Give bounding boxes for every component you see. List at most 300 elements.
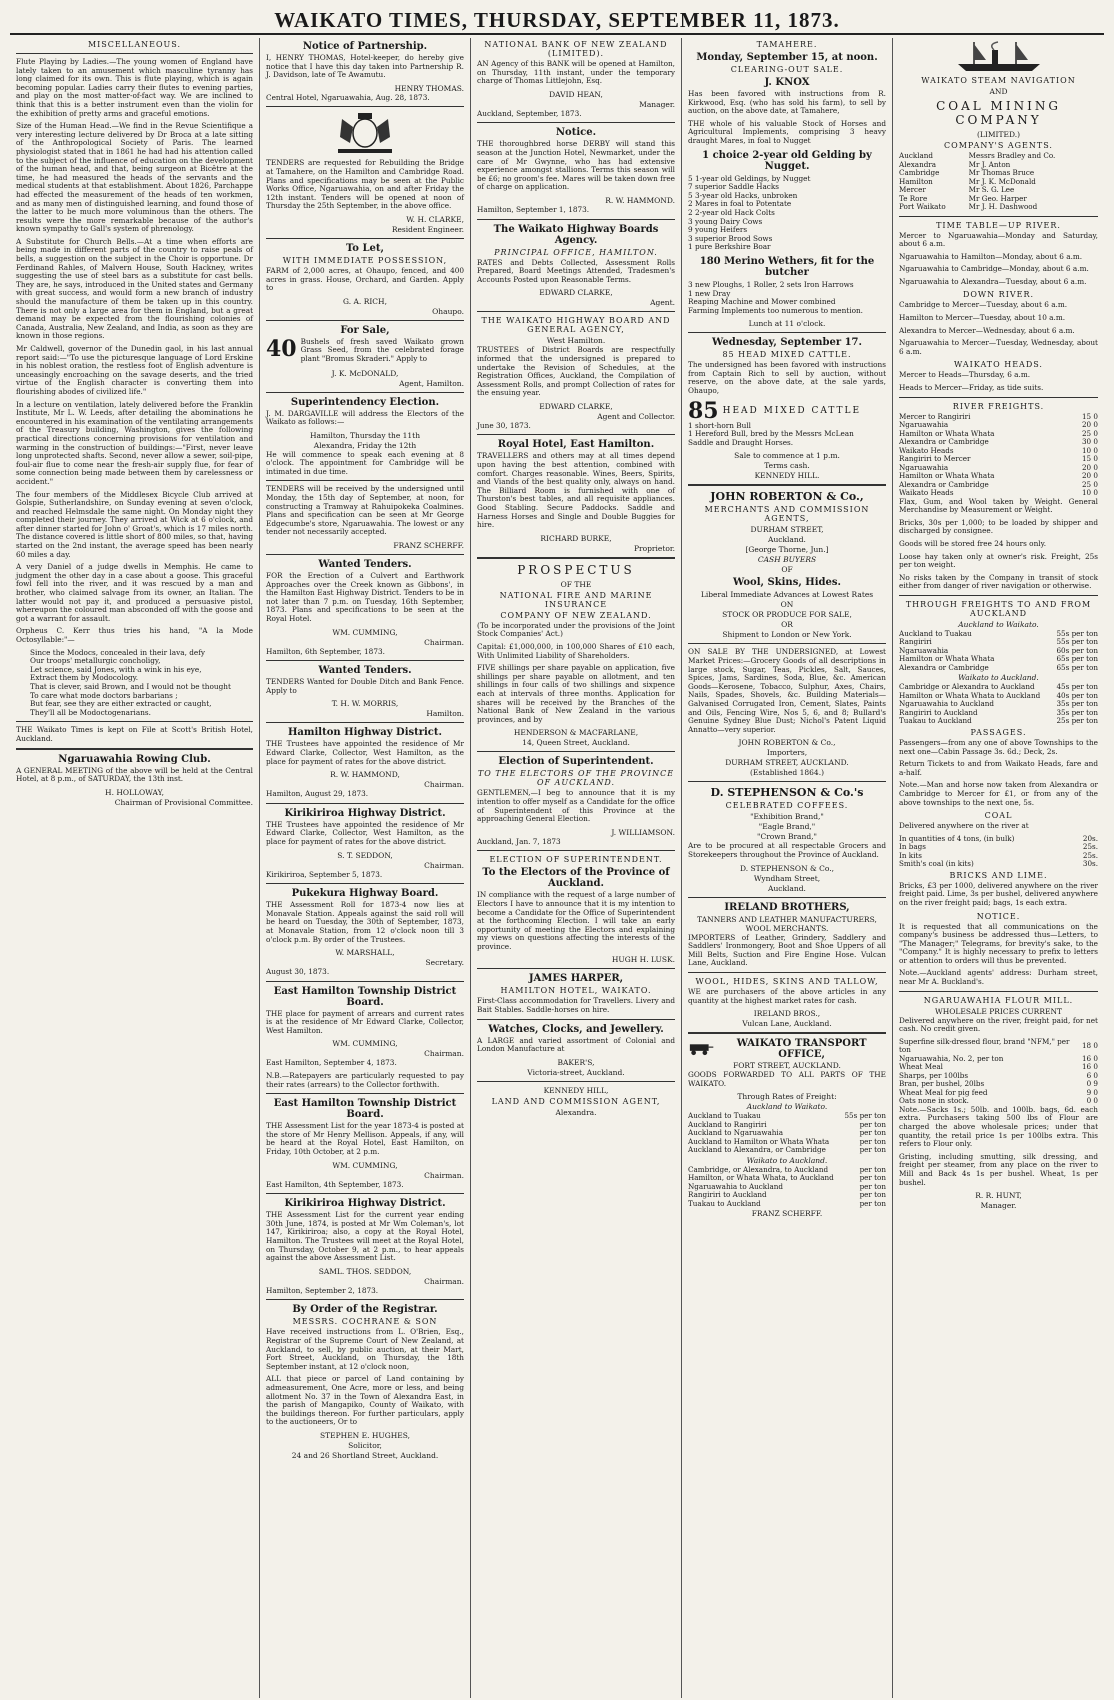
poem-line: Let science, said Jones, with a wink in his eye, (30, 664, 202, 674)
election-text: GENTLEMEN,—I beg to announce that it is my intention to offer myself as a Candidate for the office of Superintendent of this Province at the approaching General Election. (477, 788, 675, 824)
rate: 20 0 (1081, 471, 1098, 481)
wanted-tenders-heading: Wanted Tenders. (318, 559, 412, 571)
east-hamilton-date: East Hamilton, September 4, 1873. (266, 1058, 397, 1068)
wool-heading: WOOL, HIDES, SKINS AND TALLOW, (695, 976, 879, 986)
knox-list (688, 175, 886, 252)
prospectus-signature: HENDERSON & MACFARLANE, (513, 728, 639, 738)
divider (477, 968, 675, 969)
price: 18 0 (1081, 1041, 1098, 1051)
cattle-number: 85 (688, 397, 719, 424)
rate: 35s per ton (1056, 707, 1098, 717)
table-row (688, 1146, 886, 1155)
pukekura-signature: W. MARSHALL, (335, 948, 395, 958)
list-item: 9 young Heifers (688, 225, 748, 235)
transport-address: FORT STREET, AUCKLAND. (733, 1061, 841, 1071)
through-to: Auckland to Waikato. (958, 619, 1039, 629)
poem-line: Our troops' metallurgic concholigy, (30, 656, 161, 666)
route: Hamilton or Whata Whata (899, 471, 995, 481)
rate: 25 0 (1081, 428, 1098, 438)
registrar-text: Have received instructions from L. O'Brien, Esq., Registrar of the Supreme Court of New Zealand, at Auckland, to sell, by public auction, at their Mart, Fort Street, Auckland, on Thursday, the 18th September instant, at 12 o'clock noon, (266, 1327, 464, 1371)
agent: Messrs Bradley and Co. (968, 151, 1056, 160)
route: Cambridge or Alexandra to Auckland (899, 682, 1035, 692)
rate: 55s per ton (1056, 637, 1098, 647)
divider (477, 311, 675, 312)
list-item: 3 new Ploughs, 1 Roller, 2 sets Iron Harrows (688, 279, 854, 289)
rate: 10 0 (1081, 488, 1098, 498)
to-let-signature: G. A. RICH, (343, 296, 387, 306)
wednesday-sub: 85 HEAD MIXED CATTLE. (722, 350, 852, 360)
partnership-text: I, HENRY THOMAS, Hotel-keeper, do hereby give notice that I have this day taken into Partnership R. J. Davidson, late of Te Awamutu. (266, 53, 464, 80)
route: Alexandra or Cambridge (899, 662, 989, 672)
election-signature: J. WILLIAMSON. (611, 827, 675, 837)
item: Wheat Meal (899, 1062, 943, 1072)
rate: per ton (859, 1145, 886, 1155)
knox-text: Has been favored with instructions from R. Kirkwood, Esq. (who has sold his farm), to sell by auction, on the above date, at Tamahere, (688, 89, 886, 116)
table-row (899, 835, 1098, 844)
item: In quantities of 4 tons, (in bulk) (899, 833, 1015, 843)
election-heading: Election of Superintendent. (498, 756, 654, 768)
for-sale-body (266, 335, 464, 368)
roberton-advances: Liberal Immediate Advances at Lowest Rates (700, 590, 874, 600)
agent: Mr Geo. Harper (968, 193, 1027, 203)
hamilton-highway-date: Hamilton, August 29, 1873. (266, 789, 369, 799)
steamship-icon (954, 40, 1044, 74)
harper-text: First-Class accommodation for Travellers. Livery and Bait Stables. Saddle-horses on hire. (477, 996, 675, 1015)
down-river-heading: DOWN RIVER. (962, 290, 1035, 300)
divider (266, 803, 464, 804)
poem-line: That is clever, said Brown, and I would not be thought (30, 681, 231, 691)
freights-table (899, 413, 1098, 498)
tramway-signature: FRANZ SCHERFF. (393, 541, 464, 551)
rate: 60s per ton (1056, 645, 1098, 655)
timetable-line: Cambridge to Mercer—Tuesday, about 6 a.m. (899, 300, 1068, 310)
rate: 25 0 (1081, 479, 1098, 489)
article-paragraph: The four members of the Middlesex Bicycle Club arrived at Golspie, Sutherlandshire, on Sunday evening at seven o'clock, and reached Helmsdale the same night. On Monday night they completed their journey. They arrived at Wick at 6 o'clock, and after dinner started for John o' Groat's, which is 17 miles north. The distance covered is little short of 800 miles, so that, having started on the 2nd instant, the average speed has been nearly 60 miles a day. (16, 489, 253, 559)
article-paragraph: Mr Caldwell, governor of the Dunedin gaol, in his last annual report said:—"To use the picturesque language of Lord Erskine in his noblest oration, the restless foot of English adventure is unceasingly encroaching on the savage deserts, and the tried virtue of the English character is converting them into flourishing abodes of civilized life." (16, 344, 253, 396)
column-notices (260, 38, 471, 1698)
price: 0 9 (1086, 1079, 1098, 1089)
through-heading: THROUGH FREIGHTS TO AND FROM AUCKLAND (905, 599, 1092, 618)
timetable-line: Mercer to Ngaruawahia—Monday and Saturday, about 6 a.m. (899, 230, 1098, 249)
rowing-signature-title: Chairman of Provisional Committee. (114, 797, 253, 807)
place: Cambridge (899, 168, 940, 177)
stephenson-city: Auckland. (768, 883, 806, 893)
list-item: 1 pure Berkshire Boar (688, 242, 771, 252)
bank-text: AN Agency of this BANK will be opened at Hamilton, on Thursday, 11th instant, under the temporary charge of Thomas Littlejohn, Esq. (477, 59, 675, 86)
tenders-text: TENDERS are requested for Rebuilding the Bridge at Tamahere, on the Hamilton and Cambridge Road. Plans and specifications may be seen at the Public Works Office, Ngaruawahia, on and after Friday the 12th instant. Tenders will be opened at noon of Thursday the 25th September, in the above office. (266, 158, 464, 211)
to-let-heading: To Let, (346, 242, 384, 254)
item: In kits (899, 850, 922, 860)
rate: 25s per ton (1056, 716, 1098, 726)
route: Alexandra or Cambridge (899, 479, 989, 489)
transport-rates: Through Rates of Freight: (737, 1092, 837, 1102)
highway-board-signature-title: Agent and Collector. (597, 411, 675, 421)
roberton-signature-title: Importers, (766, 748, 808, 758)
prospectus-incorporation: (To be incorporated under the provisions of the Joint Stock Companies' Act.) (477, 620, 675, 639)
pukekura-text: THE Assessment Roll for 1873-4 now lies at Monavale Station. Appeals against the said roll will be heard on Tuesday, the 30th of September, 1873, at Monavale Station, from 12 o'clock noon till 3 o'clock p.m. By order of the Trustees. (266, 900, 464, 944)
table-row (899, 664, 1098, 673)
bank-heading: NATIONAL BANK OF NEW ZEALAND (LIMITED). (484, 40, 668, 58)
notice-text: THE thoroughbred horse DERBY will stand this season at the Junction Hotel, Newmarket, under the care of Mr Gwynne, who has had extensive experience amongst stallions. Terms this season will be £6; no groom's fee. Mares will be taken down free of charge on application. (477, 139, 675, 192)
file-notice: THE Waikato Times is kept on File at Scott's British Hotel, Auckland. (16, 725, 253, 743)
agency-text: RATES and Debts Collected, Assessment Rolls Prepared, Board Meetings Attended, Tradesmen's Accounts Posted upon Reasonable Terms. (477, 257, 675, 284)
rate: 20 0 (1081, 420, 1098, 430)
through-table-2 (899, 683, 1098, 726)
kirikiriroa-signature: SAML. THOS. SEDDON, (318, 1266, 412, 1276)
pukekura-heading: Pukekura Highway Board. (291, 888, 439, 900)
tramway-tenders-text: TENDERS will be received by the undersigned until Monday, the 15th day of September, at noon, for constructing a Tramway at Rahuipokeka Coalmines. Plans and specification can be seen at Mr George Edgecumbe's store, Ngaruawahia. The lowest or any tender not necessarily accepted. (266, 484, 464, 537)
wanted-tenders-place: Hamilton. (426, 709, 464, 719)
registrar-signature: STEPHEN E. HUGHES, (320, 1430, 410, 1440)
cattle-line (688, 397, 886, 424)
knox-name: J. KNOX (764, 77, 810, 88)
east-hamilton-text: THE place for payment of arrears and current rates is at the residence of Mr Edward Clarke, Collector, West Hamilton. (266, 1008, 464, 1035)
masthead: WAIKATO TIMES, THURSDAY, SEPTEMBER 11, 1873. (10, 8, 1104, 35)
stephenson-brand: "Crown Brand," (757, 832, 817, 842)
agent: Mr J. Anton (968, 159, 1011, 169)
divider (16, 53, 253, 54)
route: Auckland to Ngaruawahia (688, 1128, 783, 1138)
mill-heading: NGARUAWAHIA FLOUR MILL. (923, 995, 1074, 1005)
superintendency-text: J. M. DARGAVILLE will address the Electors of the Waikato as follows:— (266, 408, 464, 427)
table-row (899, 843, 1098, 852)
tamahere-heading: TAMAHERE. (756, 40, 818, 49)
roberton-address: DURHAM STREET, (750, 525, 824, 535)
transport-table (688, 1112, 886, 1155)
item: Bran, per bushel, 20lbs (899, 1079, 985, 1089)
table-row (899, 203, 1098, 212)
election-date: Auckland, Jan. 7, 1873 (477, 836, 561, 846)
rate: 40s per ton (1056, 690, 1098, 700)
hamilton-highway-signature-title: Chairman. (424, 780, 464, 790)
wool-text: WE are purchasers of the above articles in any quantity at the highest market rates for cash. (688, 986, 886, 1005)
rate: per ton (859, 1173, 886, 1183)
kirikiriroa-heading: Kirikiriroa Highway District. (284, 807, 446, 819)
column-auctions (682, 38, 893, 1698)
price: 25s. (1082, 842, 1098, 852)
divider (266, 660, 464, 661)
knox-list-2 (688, 281, 886, 315)
royal-hotel-heading: Royal Hotel, East Hamilton. (497, 439, 655, 451)
bank-date: Auckland, September, 1873. (477, 108, 582, 118)
pukekura-date: August 30, 1873. (266, 967, 330, 977)
list-item: Reaping Machine and Mower combined (688, 297, 836, 307)
rate: 30 0 (1081, 437, 1098, 447)
freights-heading: RIVER FREIGHTS. (952, 401, 1045, 411)
freight-note: Goods will be stored free 24 hours only. (899, 539, 1047, 548)
price: 0 0 (1086, 1096, 1098, 1106)
roberton-stock: STOCK OR PRODUCE FOR SALE, (722, 610, 852, 620)
divider (477, 122, 675, 123)
poem (16, 649, 253, 718)
transport-to: Auckland to Waikato. (746, 1102, 828, 1112)
divider (16, 721, 253, 722)
route: Alexandra or Cambridge (899, 437, 989, 447)
rowing-text: A GENERAL MEETING of the above will be held at the Central Hotel, at 8 p.m., of SATURDAY, the 13th inst. (16, 765, 253, 784)
superintendency-text-2: He will commence to speak each evening at 8 o'clock. The appointment for Cambridge will be intimated in due time. (266, 449, 464, 476)
superintendency-line: Hamilton, Thursday the 11th (309, 430, 421, 440)
rate: per ton (859, 1181, 886, 1191)
to-let-sub: WITH IMMEDIATE POSSESSION, (282, 255, 448, 265)
through-table (899, 630, 1098, 673)
roberton-on: ON (780, 600, 794, 610)
item: Ngaruawahia, No. 2, per ton (899, 1053, 1004, 1063)
place: Auckland (899, 151, 934, 160)
route: Hamilton or Whata Whata to Auckland (899, 690, 1041, 700)
poem-line: But fear, see they are either extracted or caught, (30, 699, 212, 709)
agent: Mr J. H. Dashwood (968, 202, 1038, 211)
prospectus-capital: Capital: £1,000,000, in 100,000 Shares of £10 each, With Unlimited Liability of Shareholders. (477, 642, 675, 660)
transport-text: GOODS FORWARDED TO ALL PARTS OF THE WAIKATO. (688, 1070, 886, 1088)
table-row (688, 1200, 886, 1209)
route: Waikato Heads (899, 488, 954, 498)
route: Ngaruawahia (899, 420, 949, 430)
east-hamilton-text: THE Assessment List for the year 1873-4 is posted at the store of Mr Henry Mellison. Appeals, if any, will be heard at the Royal Hotel, East Hamilton, on Friday, 10th October, at 2 p.m. (266, 1121, 464, 1157)
route: Rangiriri to Auckland (688, 1190, 767, 1200)
divider (266, 1193, 464, 1194)
route: Ngaruawahia (899, 462, 949, 472)
rate: 55s per ton (844, 1111, 886, 1121)
notice-heading: NOTICE. (976, 911, 1021, 921)
divider (266, 320, 464, 321)
transport-heading: WAIKATO TRANSPORT OFFICE, (736, 1038, 867, 1061)
agency-signature-title: Agent. (650, 298, 675, 308)
columns (10, 38, 1104, 1698)
route: Tuakau to Auckland (688, 1198, 761, 1208)
watch-heading: Watches, Clocks, and Jewellery. (488, 1023, 664, 1035)
passages-heading: PASSAGES. (970, 727, 1027, 737)
transport-table-2 (688, 1166, 886, 1209)
through-from: Waikato to Auckland. (958, 673, 1039, 683)
to-let-place: Ohaupo. (432, 306, 464, 316)
east-hamilton-heading: East Hamilton Township District Board. (273, 1098, 457, 1121)
royal-hotel-signature-title: Proprietor. (633, 543, 675, 553)
divider (688, 972, 886, 973)
east-hamilton-nb: N.B.—Ratepayers are particularly requested to pay their rates (arrears) to the Collector forthwith. (266, 1071, 464, 1089)
place: Alexandra (899, 159, 937, 169)
transport-header (688, 1038, 886, 1060)
divider (477, 751, 675, 752)
kirikiriroa-heading: Kirikiriroa Highway District. (284, 1198, 446, 1210)
wanted-tenders-signature: WM. CUMMING, (332, 627, 398, 637)
ireland-heading: IRELAND BROTHERS, (724, 901, 850, 913)
price: 25s. (1082, 850, 1098, 860)
transport-from: Waikato to Auckland. (746, 1155, 828, 1165)
rate: 15 0 (1081, 411, 1098, 421)
rate: per ton (859, 1198, 886, 1208)
roberton-established: (Established 1864.) (749, 768, 825, 778)
rowing-signature: H. HOLLOWAY, (105, 787, 164, 797)
column-miscellaneous (10, 38, 260, 1698)
route: Ngaruawahia (899, 645, 949, 655)
list-item: 3 superior Brood Sows (688, 233, 773, 243)
bricks-heading: BRICKS AND LIME. (949, 870, 1048, 880)
navigation-coal: COAL MINING COMPANY (936, 99, 1061, 127)
route: Auckland to Alexandra, or Cambridge (688, 1145, 826, 1155)
heads-heading: WAIKATO HEADS. (954, 360, 1043, 370)
merino-highlight: 180 Merino Wethers, fit for the butcher (699, 255, 875, 278)
stephenson-street: Wyndham Street, (753, 873, 821, 883)
route: Cambridge, or Alexandra, to Auckland (688, 1164, 829, 1174)
wanted-tenders-text: TENDERS Wanted for Double Ditch and Bank Fence. Apply to (266, 677, 464, 695)
mill-signature: R. R. HUNT, (975, 1191, 1022, 1201)
kirikiriroa-text: THE Assessment List for the current year ending 30th June, 1874, is posted at Mr Wm Coleman's, lot 147, Kirikiriroa; also, a copy at the Royal Hotel, Hamilton. The Trustees will meet at the Royal Hotel, on Thursday, October 9, at 2 p.m., to hear appeals against the above Assessment List. (266, 1210, 464, 1263)
list-item: 1 new Dray (688, 288, 731, 298)
tamahere-sub: CLEARING-OUT SALE. (730, 65, 844, 74)
registrar-address: 24 and 26 Shortland Street, Auckland. (291, 1450, 439, 1460)
sale-terms: Terms cash. (764, 461, 810, 471)
roberton-city: Auckland. (768, 535, 806, 545)
tenders-signature-title: Resident Engineer. (391, 224, 464, 234)
item: Sharps, per 100lbs (899, 1070, 969, 1080)
knox-text-2: THE whole of his valuable Stock of Horses and Agricultural Implements, comprising 3 heavy draught Mares, in foal to Nugget (688, 118, 886, 145)
divider (266, 1299, 464, 1300)
ireland-sub: TANNERS AND LEATHER MANUFACTURERS, WOOL MERCHANTS. (697, 914, 877, 933)
divider (477, 434, 675, 435)
section-heading: MISCELLANEOUS. (87, 40, 182, 49)
timetable-line: Heads to Mercer—Friday, as tide suits. (899, 383, 1044, 393)
list-item: 2 Mares in foal to Potentate (688, 199, 792, 209)
agent: Mr Thomas Bruce (968, 168, 1035, 177)
item: Wheat Meal for pig feed (899, 1087, 988, 1097)
agency-heading: The Waikato Highway Boards Agency. (493, 223, 659, 246)
divider (899, 216, 1098, 217)
divider (688, 484, 886, 486)
mill-note-2: Gristing, including smutting, silk dressing, and freight per steamer, from any place on the river to Mill and Back 4s 1s per bushel. Wheat, 1s per bushel. (899, 1151, 1098, 1187)
stephenson-signature: D. STEPHENSON & Co., (740, 863, 834, 873)
highway-board-date: June 30, 1873. (477, 420, 531, 430)
article-paragraph: Flute Playing by Ladies.—The young women of England have lately taken to an amusement which masculine tyranny has long claimed for its own. This is flute playing, which is again becoming popular. Ladies carry their flutes to evening parties, and play on the most matter-of-fact way. We are inclined to think that this is a better instrument even than the violin for the exhibition of pretty arms and graceful emotions. (16, 57, 253, 118)
partnership-signature: HENRY THOMAS. (394, 83, 464, 93)
divider (477, 557, 675, 559)
wanted-tenders-date: Hamilton, 6th September, 1873. (266, 646, 385, 656)
rowing-heading: Ngaruawahia Rowing Club. (58, 753, 211, 765)
agents-heading: COMPANY'S AGENTS. (944, 141, 1053, 150)
for-sale-text: Bushels of fresh saved Waikato grown Grass Seed, from the celebrated forage plant "Bromus Skraderi." Apply to (300, 336, 464, 363)
poem-line: Since the Modocs, concealed in their lava, defy (30, 647, 206, 657)
timetable-line: Ngaruawahia to Cambridge—Monday, about 6 a.m. (899, 264, 1089, 274)
route: Auckland to Hamilton or Whata Whata (688, 1136, 830, 1146)
list-item: 3 young Dairy Cows (688, 216, 763, 226)
list-item: 5 1-year old Geldings, by Nugget (688, 173, 811, 183)
roberton-cash: CASH BUYERS (757, 555, 817, 565)
route: Hamilton, or Whata Whata, to Auckland (688, 1173, 834, 1183)
list-item: 1 short-horn Bull (688, 420, 752, 430)
for-sale-number: 40 (266, 335, 297, 362)
wool-signature: IRELAND BROS., (753, 1009, 821, 1019)
cattle-title: HEAD MIXED CATTLE (722, 405, 862, 416)
place: Port Waikato (899, 202, 946, 211)
watch-text: A LARGE and varied assortment of Colonial and London Manufacture at (477, 1035, 675, 1054)
divider (266, 722, 464, 723)
prospectus-heading: PROSPECTUS (517, 562, 635, 577)
prospectus-text: FIVE shillings per share payable on application, five shillings per share payable on allotment, and ten shillings in four calls of two shillings and sixpence each at intervals of three months. Application for shares will be received by the Branches of the National Bank of New Zealand in the various provinces, and by (477, 663, 675, 724)
wednesday-date: Wednesday, September 17. (712, 337, 862, 349)
east-hamilton-date: East Hamilton, 4th September, 1873. (266, 1179, 404, 1189)
poem-line: They'll all be Modoctogenarians. (30, 707, 151, 717)
roberton-junior: [George Thorne, Jun.] (745, 545, 829, 555)
roberton-signature: JOHN ROBERTON & Co., (738, 738, 836, 748)
column-navigation (893, 38, 1104, 1698)
stephenson-brand: "Eagle Brand," (758, 822, 816, 832)
registrar-heading: By Order of the Registrar. (292, 1304, 438, 1316)
cattle-list (688, 422, 886, 448)
navigation-and: AND (989, 87, 1008, 96)
pukekura-signature-title: Secretary. (425, 958, 464, 968)
route: Hamilton or Whata Whata (899, 654, 995, 664)
notice-signature: R. W. HAMMOND. (605, 195, 675, 205)
registrar-sub: MESSRS. COCHRANE & SON (292, 1317, 438, 1327)
divider (899, 595, 1098, 596)
freight-note: Flax, Gum, and Wool taken by Weight. General Merchandise by Measurement or Weight. (899, 496, 1098, 515)
for-sale-heading: For Sale, (340, 324, 390, 336)
mill-table (899, 1038, 1098, 1106)
table-row (899, 860, 1098, 869)
roberton-signature-address: DURHAM STREET, AUCKLAND. (725, 758, 849, 768)
sale-signature: KENNEDY HILL. (754, 471, 820, 481)
roberton-shipment: Shipment to London or New York. (722, 630, 852, 640)
hill-heading: KENNEDY HILL, (543, 1085, 609, 1095)
article-paragraph: A very Daniel of a judge dwells in Memphis. He came to judgment the other day in a case about a goose. This graceful fowl fell into the river, and it was rescued by a man and brother, who claimed salvage from its owner, an Italian. The latter would not pay it, and produced a persuasive pistol, whereupon the coloured man absconded off with the goose and got a warrant for assault. (16, 562, 253, 623)
kirikiriroa-signature: S. T. SEDDON, (337, 850, 393, 860)
timetable-line: Hamilton to Mercer—Tuesday, about 10 a.m. (899, 313, 1066, 323)
east-hamilton-heading: East Hamilton Township District Board. (273, 985, 457, 1008)
transport-signature: FRANZ SCHERFF. (751, 1209, 823, 1219)
stephenson-sub: CELEBRATED COFFEES. (725, 801, 849, 811)
route: Waikato Heads (899, 445, 954, 455)
rate: per ton (859, 1164, 886, 1174)
passages-text: Note.—Man and horse now taken from Alexandra or Cambridge to Mercer for £1, or from any of the above townships to the next one, 5s. (899, 780, 1098, 807)
divider (477, 850, 675, 851)
roberton-of: OF (781, 565, 793, 575)
hamilton-highway-signature: R. W. HAMMOND, (330, 770, 400, 780)
item: Oats none in stock. (899, 1096, 969, 1106)
divider (266, 1093, 464, 1094)
bank-signature: DAVID HEAN, (549, 89, 603, 99)
election2-sub: To the Electors of the Province of Auckland. (482, 867, 670, 890)
wanted-tenders-signature-title: Chairman. (424, 637, 464, 647)
article-paragraph: In a lecture on ventilation, lately delivered before the Franklin Institute, Mr L. W. Leeds, after detailing the abominations he encountered in his examination of the ventilating arrangements of the Treasury building, Washington, gives the following practical directions concerning provisions for ventilation and warming in the construction of buildings:—"First, never leave long unprotected shafts. Second, never allow a sewer, soil-pipe, foul-air flue to come near the fresh-air supply flue, for fear of some connection being made between them by carelessness or accident." (16, 399, 253, 486)
wanted-tenders-text: FOR the Erection of a Culvert and Earthwork Approaches over the Creek known as Gibbons', in the Hamilton East Highway District. Tenders to be in not later than 7 p.m. on Tuesday, 16th September, 1873. Plans and specifications to be seen at the Royal Hotel. (266, 571, 464, 623)
prospectus-address: 14, Queen Street, Auckland. (522, 738, 630, 748)
timetable-line: Ngaruawahia to Hamilton—Monday, about 6 a.m. (899, 251, 1083, 261)
mill-signature-title: Manager. (980, 1201, 1017, 1211)
price: 6 0 (1086, 1070, 1098, 1080)
agent: Mr S. G. Lee (968, 185, 1015, 194)
harper-heading: JAMES HARPER, (528, 973, 624, 985)
roberton-wool: Wool, Skins, Hides. (732, 577, 842, 589)
superintendency-heading: Superintendency Election. (290, 396, 440, 408)
coal-table (899, 835, 1098, 869)
route: Rangiriri (899, 637, 932, 647)
article-paragraph: Orpheus C. Kerr thus tries his hand, "A la Mode Octosyllable:"— (16, 626, 253, 644)
watch-signature: BAKER'S, (557, 1057, 595, 1067)
bank-signature-title: Manager. (639, 99, 675, 109)
up-river-heading: TIME TABLE—UP RIVER. (936, 220, 1061, 230)
rate: 45s per ton (1056, 682, 1098, 692)
registrar-signature-title: Solicitor, (348, 1440, 382, 1450)
partnership-heading: Notice of Partnership. (302, 41, 428, 52)
price: 16 0 (1081, 1053, 1098, 1063)
list-item: Saddle and Draught Horses. (688, 437, 794, 447)
divider (16, 748, 253, 750)
ireland-text: IMPORTERS of Leather, Grindery, Saddlery and Saddlers' Ironmongery, Boot and Shoe Uppers of all Mill Belts, Suction and Fire Engine Hose. Vulcan Lane, Auckland. (688, 932, 886, 968)
prospectus-of: OF THE (560, 579, 592, 589)
item: Superfine silk-dressed flour, brand "NFM," per ton (899, 1036, 1070, 1055)
roberton-sub: MERCHANTS AND COMMISSION AGENTS, (704, 505, 870, 524)
roberton-or: OR (781, 620, 793, 630)
price: 9 0 (1086, 1087, 1098, 1097)
